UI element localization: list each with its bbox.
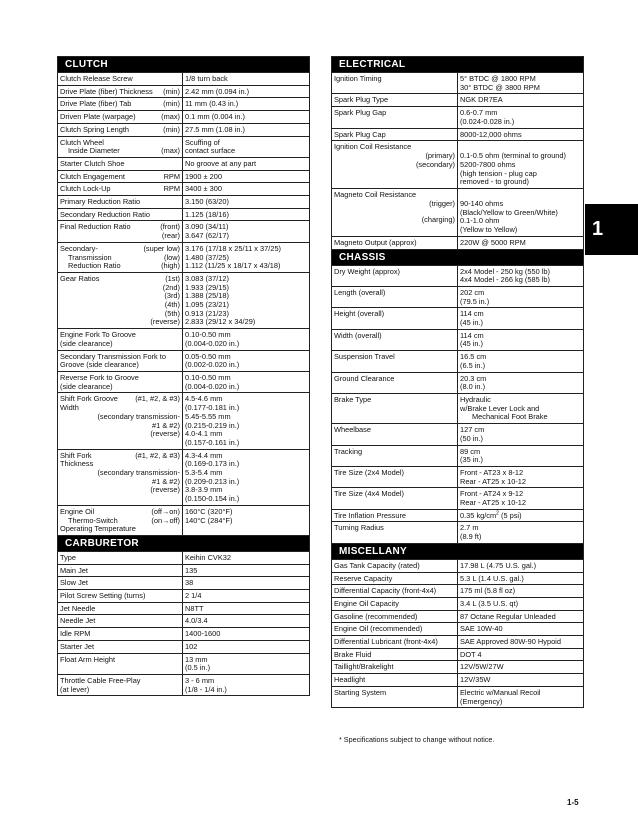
- chapter-tab: 1: [585, 204, 638, 255]
- table-row: Throttle Cable Free-Play (at lever) 3 - 6 mm (1/8 - 1/4 in.): [58, 674, 309, 695]
- table-row: Brake Fluid DOT 4: [332, 648, 583, 661]
- carburetor-table: [58, 552, 309, 696]
- table-row: Engine Oil (recommended) SAE 10W-40: [332, 623, 583, 636]
- table-row: Main Jet 135: [58, 564, 309, 577]
- table-row: Drive Plate (fiber) Thickness (min) 2.42 mm (0.094 in.): [58, 85, 309, 98]
- chassis-table: [332, 266, 583, 544]
- table-row: Secondary Reduction Ratio 1.125 (18/16): [58, 208, 309, 221]
- table-row: Starter Jet 102: [58, 640, 309, 653]
- table-row: Tracking 89 cm (35 in.): [332, 445, 583, 466]
- table-row: Differential Capacity (front-4x4) 175 ml (5.8 fl oz): [332, 585, 583, 598]
- clutch-table: [58, 73, 309, 536]
- table-row: Reserve Capacity 5.3 L (1.4 U.S. gal.): [332, 572, 583, 585]
- table-row: Suspension Travel 16.5 cm (6.5 in.): [332, 351, 583, 372]
- table-row: Drive Plate (fiber) Tab (min) 11 mm (0.43 in.): [58, 98, 309, 111]
- page-number: 1-5: [567, 798, 579, 807]
- table-row: Clutch Release Screw 1/8 turn back: [58, 73, 309, 85]
- table-row: Headlight 12V/35W: [332, 674, 583, 687]
- footnote: * Specifications subject to change without notice.: [339, 735, 495, 744]
- table-row: Secondary Transmission Fork to Groove (side clearance) 0.05-0.50 mm (0.002-0.020 in.): [58, 350, 309, 371]
- table-row: Driven Plate (warpage) (max) 0.1 mm (0.004 in.): [58, 111, 309, 124]
- table-row: Float Arm Height 13 mm (0.5 in.): [58, 653, 309, 674]
- table-row: Gas Tank Capacity (rated) 17.98 L (4.75 U.S. gal.): [332, 560, 583, 572]
- table-row: Tire Size (4x4 Model) Front - AT24 x 9-12 Rear - AT25 x 10-12: [332, 488, 583, 509]
- table-row: Jet Needle N8TT: [58, 602, 309, 615]
- table-row: Spark Plug Gap 0.6-0.7 mm (0.024-0.028 in.): [332, 107, 583, 128]
- table-row: Wheelbase 127 cm (50 in.): [332, 424, 583, 445]
- clutch-header: CLUTCH: [58, 57, 309, 73]
- miscellany-table: [332, 560, 583, 708]
- table-row: Reverse Fork to Groove (side clearance) 0.10-0.50 mm (0.004-0.020 in.): [58, 371, 309, 392]
- table-row: Primary Reduction Ratio 3.150 (63/20): [58, 196, 309, 209]
- table-row: Height (overall) 114 cm (45 in.): [332, 308, 583, 329]
- table-row: Spark Plug Type NGK DR7EA: [332, 94, 583, 107]
- table-row: Idle RPM 1400-1600: [58, 628, 309, 641]
- table-row: Ignition Timing 5° BTDC @ 1800 RPM 30° BTDC @ 3800 RPM: [332, 73, 583, 94]
- table-row: Brake Type Hydraulic w/Brake Lever Lock and Mechanical Foot Brake: [332, 393, 583, 423]
- carburetor-header: CARBURETOR: [58, 536, 309, 552]
- table-row: Tire Size (2x4 Model) Front - AT23 x 8-12 Rear - AT25 x 10-12: [332, 466, 583, 487]
- table-row: Shift Fork (#1, #2, & #3) Thickness (secondary transmission- #1 & #2) (reverse) 4.3-4.4 mm (0.169-0.173 in.) 5.3-5.4 mm (0.209-0.213 in.) 3.8-3.9 mm (0.150-0.154 in.): [58, 449, 309, 505]
- table-row: Starter Clutch Shoe No groove at any part: [58, 157, 309, 170]
- table-row: Clutch Lock-Up RPM 3400 ± 300: [58, 183, 309, 196]
- right-column: [331, 56, 584, 708]
- table-row: Gasoline (recommended) 87 Octane Regular Unleaded: [332, 610, 583, 623]
- table-row: Pilot Screw Setting (turns) 2 1/4: [58, 590, 309, 603]
- table-row: Engine Fork To Groove (side clearance) 0.10-0.50 mm (0.004-0.020 in.): [58, 329, 309, 350]
- table-row: Taillight/Brakelight 12V/5W/27W: [332, 661, 583, 674]
- table-row: Clutch Engagement RPM 1900 ± 200: [58, 170, 309, 183]
- electrical-table: [332, 73, 583, 250]
- chassis-header: CHASSIS: [332, 250, 583, 266]
- table-row: Differential Lubricant (front-4x4) SAE Approved 80W-90 Hypoid: [332, 636, 583, 649]
- table-row: Magneto Coil Resistance (trigger) (charging) 90-140 ohms (Black/Yellow to Green/White) 0.1-1.0 ohm (Yellow to Yellow): [332, 189, 583, 237]
- table-row: Needle Jet 4.0/3.4: [58, 615, 309, 628]
- table-row: Engine Oil Capacity 3.4 L (3.5 U.S. qt): [332, 597, 583, 610]
- table-row: Shift Fork Groove (#1, #2, & #3) Width (secondary transmission- #1 & #2) (reverse) 4.5-4.6 mm (0.177-0.181 in.) 5.45-5.55 mm (0.215-0.219 in.) 4.0-4.1 mm (0.157-0.161 in.): [58, 393, 309, 449]
- table-row: Final Reduction Ratio (front) (rear) 3.090 (34/11) 3.647 (62/17): [58, 221, 309, 242]
- electrical-header: ELECTRICAL: [332, 57, 583, 73]
- table-row: Secondary- (super low) Transmission (low) Reduction Ratio (high) 3.176 (17/18 x 25/11 x 37/25) 1.480 (37/25) 1.112 (11/25 x 18/17 x 43/18): [58, 242, 309, 272]
- table-row: Turning Radius 2.7 m (8.9 ft): [332, 522, 583, 543]
- table-row: Slow Jet 38: [58, 577, 309, 590]
- table-row: Tire Inflation Pressure 0.35 $kg/cm^2$ (5 psi): [332, 509, 583, 522]
- table-row: Spark Plug Cap 8000-12,000 ohms: [332, 128, 583, 141]
- table-row: Starting System Electric w/Manual Recoil (Emergency): [332, 686, 583, 707]
- table-row: Engine Oil (off→on) Thermo-Switch (on→off) Operating Temperature 160°C (320°F) 140°C (284°F): [58, 505, 309, 535]
- table-row: Clutch Wheel Inside Diameter (max) Scuffing of contact surface: [58, 136, 309, 157]
- table-row: Magneto Output (approx) 220W @ 5000 RPM: [332, 236, 583, 249]
- table-row: Gear Ratios (1st) (2nd) (3rd) (4th) (5th) (reverse) 3.083 (37/12) 1.933 (29/15) 1.388 (25/18) 1.095 (23/21) 0.913 (21/23) 2.833 (29/12 x 34/29): [58, 272, 309, 328]
- table-row: Ground Clearance 20.3 cm (8.0 in.): [332, 372, 583, 393]
- table-row: Ignition Coil Resistance (primary) (secondary) 0.1-0.5 ohm (terminal to ground) 5200-7800 ohms (high tension - plug cap removed - to ground): [332, 141, 583, 189]
- miscellany-header: MISCELLANY: [332, 544, 583, 560]
- table-row: Width (overall) 114 cm (45 in.): [332, 329, 583, 350]
- table-row: Clutch Spring Length (min) 27.5 mm (1.08 in.): [58, 123, 309, 136]
- table-row: Length (overall) 202 cm (79.5 in.): [332, 286, 583, 307]
- table-row: Type Keihin CVK32: [58, 552, 309, 564]
- table-row: Dry Weight (approx) 2x4 Model - 250 kg (550 lb) 4x4 Model - 266 kg (585 lb): [332, 266, 583, 287]
- left-column: [57, 56, 310, 696]
